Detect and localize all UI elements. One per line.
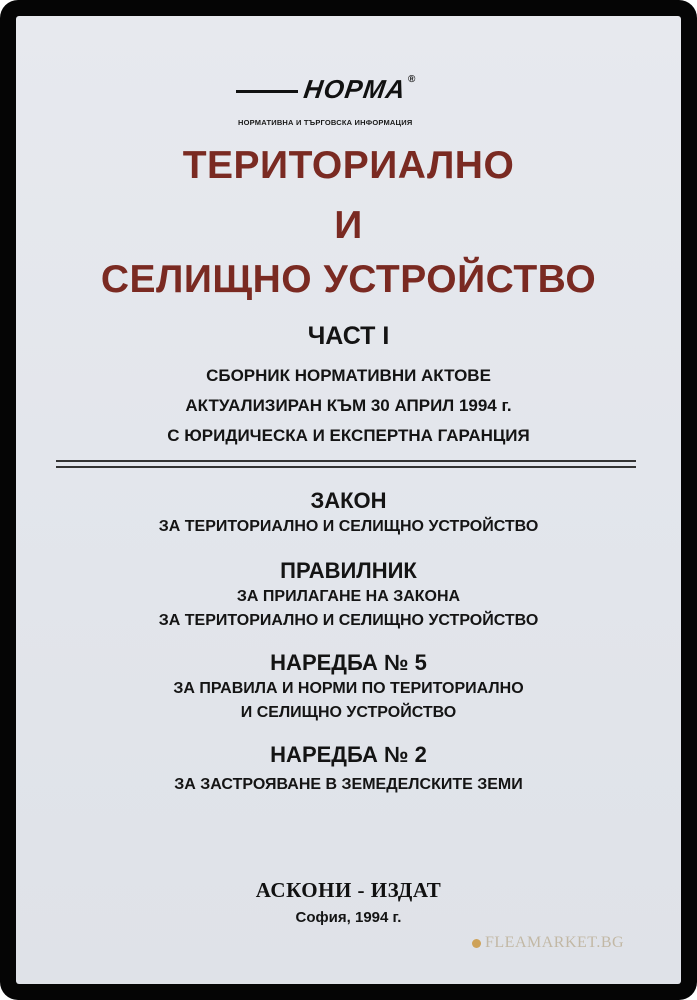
divider-rule	[56, 460, 636, 462]
contents-heading-ordinance-5: НАРЕДБА № 5	[270, 650, 427, 675]
book-cover	[16, 16, 681, 984]
contents-subtitle: И СЕЛИЩНО УСТРОЙСТВО	[240, 704, 457, 721]
part-label: ЧАСТ I	[307, 322, 390, 350]
contents-subtitle: ЗА ТЕРИТОРИАЛНО И СЕЛИЩНО УСТРОЙСТВО	[158, 612, 539, 629]
contents-heading-regulation: ПРАВИЛНИК	[280, 558, 417, 583]
description-line-2: АКТУАЛИЗИРАН КЪМ 30 АПРИЛ 1994 г.	[185, 396, 512, 415]
watermark-dot-icon	[472, 939, 481, 948]
title-line-1: ТЕРИТОРИАЛНО	[182, 144, 515, 187]
title-line-2: И	[334, 204, 363, 247]
logo-registered-mark: ®	[408, 74, 416, 85]
divider-rule	[56, 466, 636, 468]
logo-rule	[236, 90, 298, 93]
contents-heading-ordinance-2: НАРЕДБА № 2	[270, 742, 427, 767]
contents-subtitle: ЗА ПРИЛАГАНЕ НА ЗАКОНА	[236, 588, 461, 605]
logo-subtitle: НОРМАТИВНА И ТЪРГОВСКА ИНФОРМАЦИЯ	[238, 118, 413, 127]
watermark	[472, 934, 624, 952]
description-line-1: СБОРНИК НОРМАТИВНИ АКТОВЕ	[206, 366, 491, 385]
logo-word: НОРМА	[301, 74, 408, 104]
contents-subtitle: ЗА ЗАСТРОЯВАНЕ В ЗЕМЕДЕЛСКИТЕ ЗЕМИ	[174, 776, 523, 793]
title-line-3: СЕЛИЩНО УСТРОЙСТВО	[100, 258, 597, 301]
contents-subtitle: ЗА ПРАВИЛА И НОРМИ ПО ТЕРИТОРИАЛНО	[173, 680, 524, 697]
watermark-text: FLEAMARKET.BG	[485, 934, 625, 951]
publisher-logo	[236, 74, 486, 134]
contents-subtitle: ЗА ТЕРИТОРИАЛНО И СЕЛИЩНО УСТРОЙСТВО	[158, 518, 539, 535]
publication-place-year: София, 1994 г.	[295, 909, 402, 926]
publisher-name: АСКОНИ - ИЗДАТ	[255, 878, 442, 902]
contents-heading-law: ЗАКОН	[310, 488, 387, 513]
description-line-3: С ЮРИДИЧЕСКА И ЕКСПЕРТНА ГАРАНЦИЯ	[167, 426, 530, 445]
